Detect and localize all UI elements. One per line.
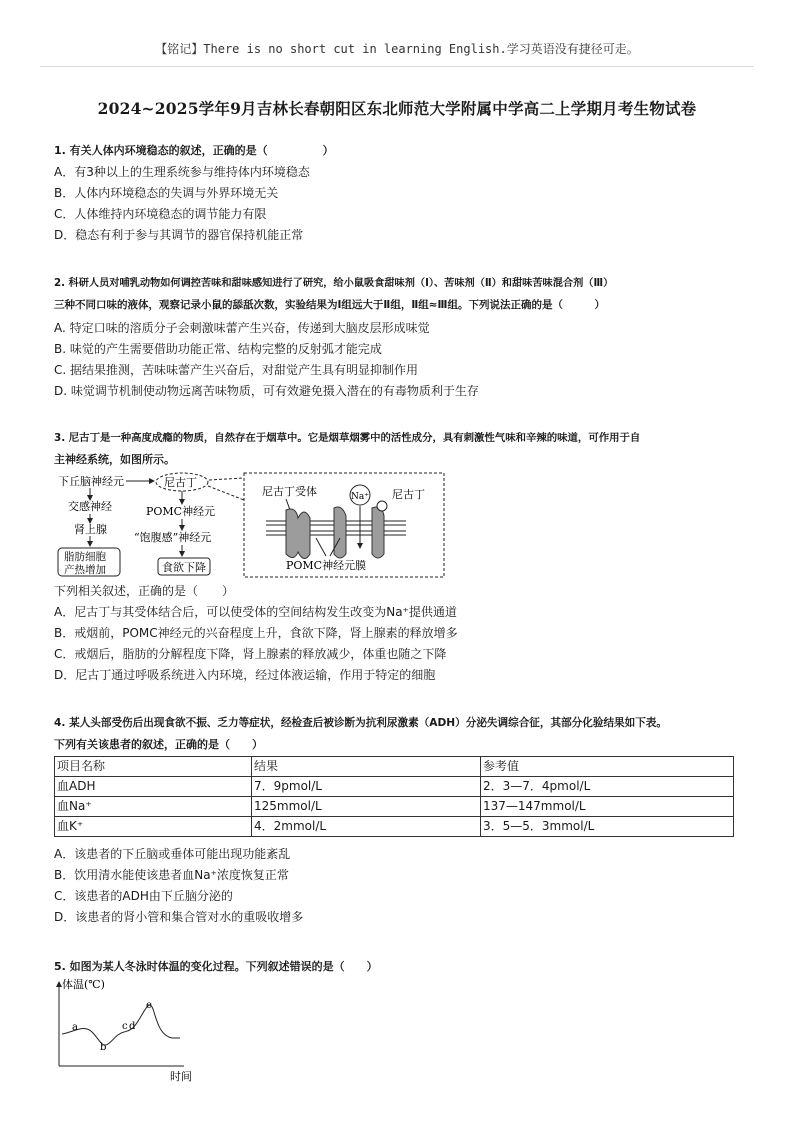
q1-option-d: D．稳态有利于参与其调节的器官保持机能正常 xyxy=(54,228,304,242)
table-cell: 4．2mmol/L xyxy=(252,817,481,837)
header-divider xyxy=(40,66,754,67)
fig-pomc-label: POMC神经元 xyxy=(146,505,216,518)
fig-nicotine-label: 尼古丁 xyxy=(164,476,197,489)
q4-stem-line1: 4. 某人头部受伤后出现食欲不振、乏力等症状，经检查后被诊断为抗利尿激素（ADH）分泌失调综合征，其部分化验结果如下表。 xyxy=(54,717,667,729)
fig-na-label: Na⁺ xyxy=(351,492,369,502)
fig-hypothalamus-label: 下丘脑神经元 xyxy=(58,475,124,488)
fig-nicotine2-label: 尼古丁 xyxy=(392,488,425,501)
table-cell: 血ADH xyxy=(55,777,252,797)
q3-figure xyxy=(54,470,449,582)
y-axis-label: 体温(℃) xyxy=(62,978,105,991)
point-b: b xyxy=(100,1042,107,1053)
q1-option-b: B．人体内环境稳态的失调与外界环境无关 xyxy=(54,186,279,200)
point-e: e xyxy=(146,1000,152,1011)
fig-appetite-label: 食欲下降 xyxy=(162,561,206,574)
q2-option-a: A. 特定口味的溶质分子会刺激味蕾产生兴奋，传递到大脑皮层形成味觉 xyxy=(54,321,430,335)
fig-satiety-label: “饱腹感”神经元 xyxy=(134,531,212,544)
table-header-cell: 结果 xyxy=(252,757,481,777)
table-cell: 137—147mmol/L xyxy=(481,797,734,817)
motto: 【铭记】There is no short cut in learning English.学习英语没有捷径可走。 xyxy=(155,42,639,56)
q2-stem-line1: 2. 科研人员对哺乳动物如何调控苦味和甜味感知进行了研究，给小鼠吸食甜味剂（Ⅰ）、苦味剂（Ⅱ）和甜味苦味混合剂（Ⅲ） xyxy=(54,278,614,289)
q1-stem: 1. 有关人体内环境稳态的叙述，正确的是（ ） xyxy=(54,144,334,157)
point-c: c xyxy=(122,1021,128,1032)
q2-stem-line2: 三种不同口味的液体，观察记录小鼠的舔舐次数，实验结果为Ⅰ组远大于Ⅱ组，Ⅱ组≈Ⅲ组。下列说法正确的是（ ） xyxy=(54,299,605,311)
fig-receptor-protein-1 xyxy=(286,509,310,559)
table-cell: 2．3—7．4pmol/L xyxy=(481,777,734,797)
q4-table xyxy=(54,756,734,837)
q4-option-a: A．该患者的下丘脑或垂体可能出现功能紊乱 xyxy=(54,847,291,861)
q3-option-c: C．戒烟后，脂肪的分解程度下降，肾上腺素的释放减少，体重也随之下降 xyxy=(54,647,447,661)
q1-option-c: C．人体维持内环境稳态的调节能力有限 xyxy=(54,207,267,221)
q3-option-a: A．尼古丁与其受体结合后，可以使受体的空间结构发生改变为Na⁺提供通道 xyxy=(54,605,457,619)
q5-stem: 5. 如图为某人冬泳时体温的变化过程。下列叙述错误的是（ ） xyxy=(54,960,378,973)
q1-option-a: A．有3种以上的生理系统参与维持体内环境稳态 xyxy=(54,165,310,179)
table-row xyxy=(55,817,734,837)
q3-option-d: D．尼古丁通过呼吸系统进入内环境，经过体液运输，作用于特定的细胞 xyxy=(54,668,436,682)
point-d: d xyxy=(129,1021,136,1032)
table-header-cell: 项目名称 xyxy=(55,757,252,777)
fig-fat-label-1: 脂肪细胞 xyxy=(64,551,106,563)
fig-receptor-label: 尼古丁受体 xyxy=(262,485,317,498)
q3-stem-line1: 3. 尼古丁是一种高度成瘾的物质，自然存在于烟草中。它是烟草烟雾中的活性成分，具有刺激性气味和辛辣的味道，可作用于自 xyxy=(54,432,641,444)
fig-membrane-label: POMC神经元膜 xyxy=(286,559,367,572)
q4-option-d: D．该患者的肾小管和集合管对水的重吸收增多 xyxy=(54,910,304,924)
temperature-curve xyxy=(62,1005,180,1045)
q5-figure xyxy=(54,976,214,1086)
fig-nicotine-dot xyxy=(377,501,387,511)
q2-option-b: B. 味觉的产生需要借助功能正常、结构完整的反射弧才能完成 xyxy=(54,342,382,356)
q4-stem-line2: 下列有关该患者的叙述，正确的是（ ） xyxy=(54,738,263,751)
table-row xyxy=(55,777,734,797)
page-title: 2024~2025学年9月吉林长春朝阳区东北师范大学附属中学高二上学期月考生物试卷 xyxy=(97,99,697,118)
q3-stem-line2: 主神经系统，如图所示。 xyxy=(54,453,175,466)
table-row xyxy=(55,797,734,817)
table-cell: 3．5—5．3mmol/L xyxy=(481,817,734,837)
fig-adrenal-label: 肾上腺 xyxy=(74,523,107,536)
q4-option-b: B．饮用清水能使该患者血Na⁺浓度恢复正常 xyxy=(54,868,289,882)
table-header-cell: 参考值 xyxy=(481,757,734,777)
fig-fat-label-2: 产热增加 xyxy=(64,564,106,576)
table-cell: 血Na⁺ xyxy=(55,797,252,817)
fig-receptor-protein-2 xyxy=(334,507,346,558)
table-cell: 血K⁺ xyxy=(55,817,252,837)
q2-option-d: D. 味觉调节机制使动物远离苦味物质，可有效避免摄入潜在的有毒物质利于生存 xyxy=(54,384,479,398)
point-a: a xyxy=(72,1022,78,1033)
fig-receptor-protein-3 xyxy=(372,507,384,558)
x-axis-label: 时间 xyxy=(170,1070,192,1083)
q2-option-c: C. 据结果推测，苦味味蕾产生兴奋后，对甜觉产生具有明显抑制作用 xyxy=(54,363,419,377)
q4-option-c: C．该患者的ADH由下丘脑分泌的 xyxy=(54,889,233,903)
table-cell: 125mmol/L xyxy=(252,797,481,817)
fig-sympathetic-label: 交感神经 xyxy=(68,500,112,513)
q3-option-b: B．戒烟前，POMC神经元的兴奋程度上升，食欲下降，肾上腺素的释放增多 xyxy=(54,626,458,640)
table-header-row xyxy=(55,757,734,777)
table-cell: 7．9pmol/L xyxy=(252,777,481,797)
q3-lead: 下列相关叙述，正确的是（ ） xyxy=(54,584,235,598)
